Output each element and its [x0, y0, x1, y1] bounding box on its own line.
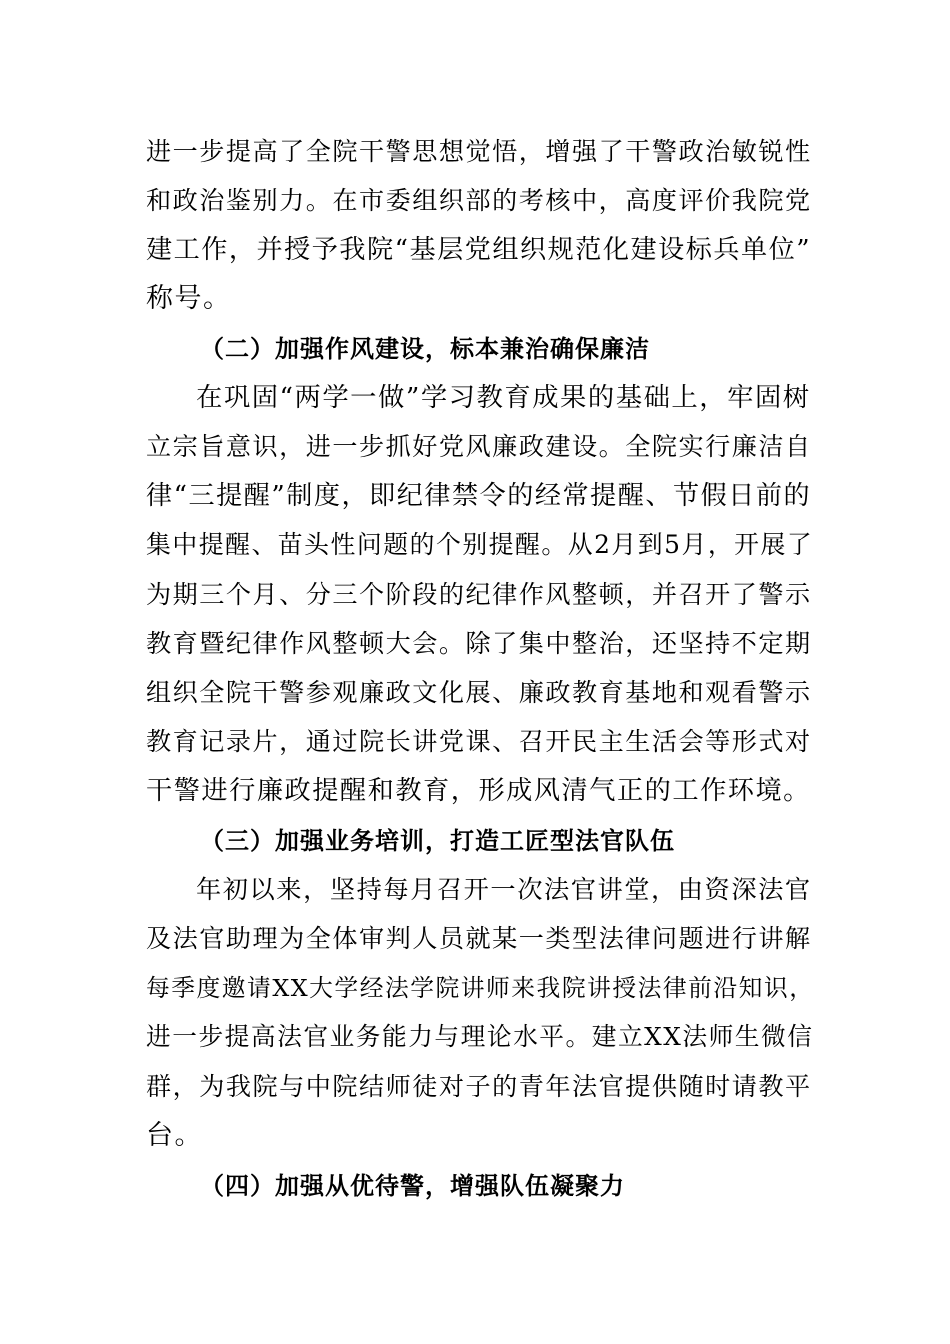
paragraph-line: 律“三提醒”制度，即纪律禁令的经常提醒、节假日前的	[146, 481, 812, 511]
paragraph-line: 群，为我院与中院结师徒对子的青年法官提供随时请教平	[146, 1072, 812, 1101]
paragraph-line: 教育暨纪律作风整顿大会。除了集中整治，还坚持不定期	[146, 629, 812, 658]
paragraph-line: 在巩固“两学一做”学习教育成果的基础上，牢固树	[196, 383, 811, 413]
paragraph-line: 组织全院干警参观廉政文化展、廉政教育基地和观看警示	[146, 678, 812, 707]
paragraph-line: 年初以来，坚持每月召开一次法官讲堂，由资深法官	[196, 875, 812, 904]
paragraph-line: 进一步提高法官业务能力与理论水平。建立XX法师生微信	[146, 1022, 814, 1051]
paragraph-line: 台。	[146, 1120, 203, 1151]
paragraph-line: 集中提醒、苗头性问题的个别提醒。从2月到5月，开展了	[146, 530, 814, 559]
section-heading: （三）加强业务培训，打造工匠型法官队伍	[200, 826, 675, 855]
paragraph-line: 教育记录片，通过院长讲党课、召开民主生活会等形式对	[146, 727, 812, 756]
paragraph-line: 干警进行廉政提醒和教育，形成风清气正的工作环境。	[146, 776, 811, 806]
paragraph-line: 每季度邀请XX大学经法学院讲师来我院讲授法律前沿知识，	[146, 974, 815, 1002]
paragraph-line: 及法官助理为全体审判人员就某一类型法律问题进行讲解	[146, 924, 812, 953]
section-heading: （四）加强从优待警，增强队伍凝聚力	[200, 1171, 625, 1200]
paragraph-line: 为期三个月、分三个阶段的纪律作风整顿，并召开了警示	[146, 580, 812, 609]
paragraph-line: 和政治鉴别力。在市委组织部的考核中，高度评价我院党	[146, 186, 812, 215]
paragraph-line: 进一步提高了全院干警思想觉悟，增强了干警政治敏锐性	[146, 137, 812, 166]
section-heading: （二）加强作风建设，标本兼治确保廉洁	[200, 334, 650, 363]
paragraph-line: 建工作，并授予我院“基层党组织规范化建设标兵单位”	[146, 235, 812, 265]
paragraph-line: 立宗旨意识，进一步抓好党风廉政建设。全院实行廉洁自	[146, 432, 812, 461]
paragraph-line: 称号。	[146, 283, 232, 314]
